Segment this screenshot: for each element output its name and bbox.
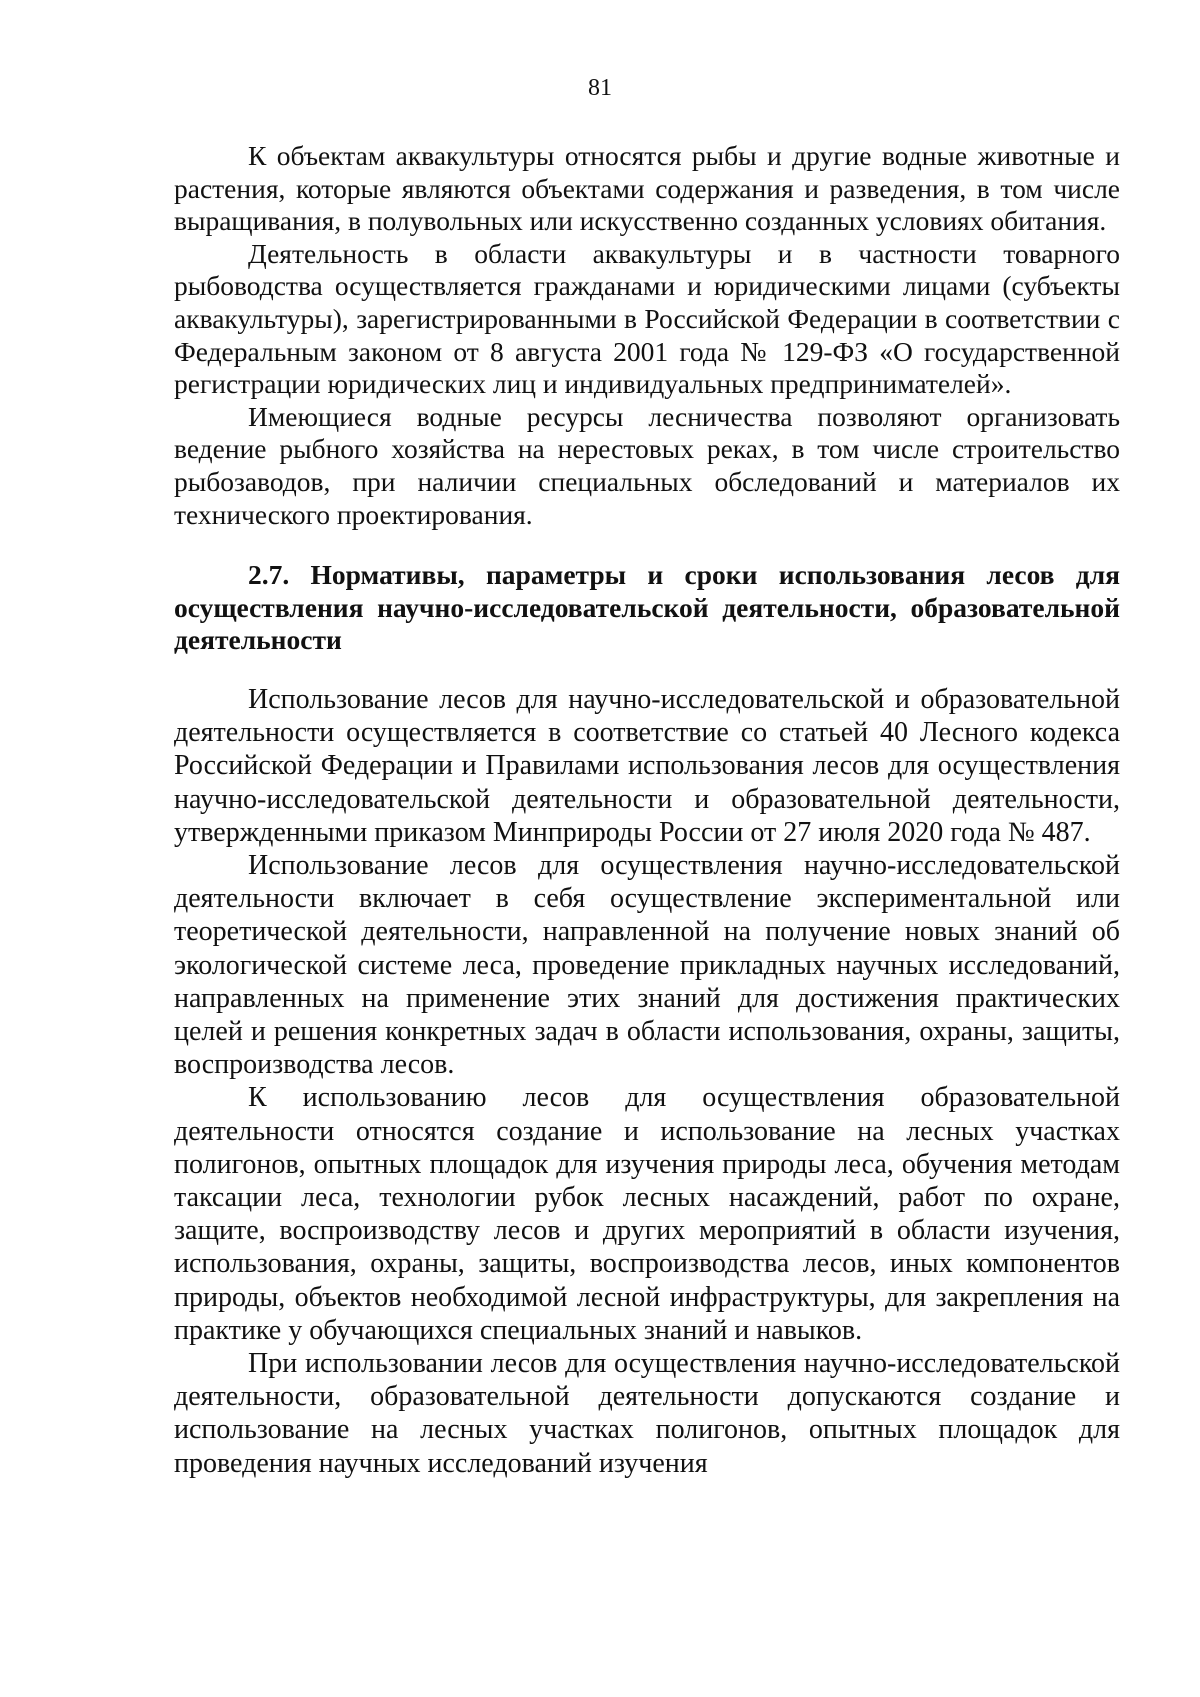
page-number: 81 (588, 75, 612, 101)
paragraph-permitted-uses: При использовании лесов для осуществления научно-исследовательской деятельности, образовательной деятельности допускаются создание и использование на лесных участках полигонов, опытных площадок для проведения научных исследований изучения (174, 1347, 1120, 1479)
paragraph-educational-activity: К использованию лесов для осуществления образовательной деятельности относятся создание и использование на лесных участках полигонов, опытных площадок для изучения природы леса, обучения методам таксации леса, технологии рубок лесных насаждений, работ по охране, защите, воспроизводству лесов и других мероприятий в области изучения, использования, охраны, защиты, воспроизводства лесов, иных компонентов природы, объектов необходимой лесной инфраструктуры, для закрепления на практике у обучающихся специальных знаний и навыков. (174, 1082, 1120, 1346)
paragraph-aquaculture-activity: Деятельность в области аквакультуры и в частности товарного рыбоводства осуществляется гражданами и юридическими лицами (субъекты аквакультуры), зарегистрированными в Российской Федерации в соответствии с Федеральным законом от 8 августа 2001 года № 129-ФЗ «О государственной регистрации юридических лиц и индивидуальных предпринимателей». (174, 237, 1120, 400)
section-body (174, 683, 1120, 1480)
section-heading: 2.7. Нормативы, параметры и сроки использования лесов для осуществления научно-исследовательской деятельности, образовательной деятельности (174, 559, 1120, 656)
paragraph-aquaculture-objects: К объектам аквакультуры относятся рыбы и другие водные животные и растения, которые являются объектами содержания и разведения, в том числе выращивания, в полувольных или искусственно созданных условиях обитания. (174, 140, 1120, 237)
paragraph-forest-use-basis: Использование лесов для научно-исследовательской и образовательной деятельности осуществляется в соответствие со статьей 40 Лесного кодекса Российской Федерации и Правилами использования лесов для осуществления научно-исследовательской деятельности и образовательной деятельности, утвержденными приказом Минприроды России от 27 июля 2020 года № 487. (174, 683, 1120, 848)
paragraph-water-resources: Имеющиеся водные ресурсы лесничества позволяют организовать ведение рыбного хозяйства на нерестовых реках, в том числе строительство рыбозаводов, при наличии специальных обследований и материалов их технического проектирования. (174, 400, 1120, 530)
page-content (174, 140, 1120, 1480)
paragraph-research-activity: Использование лесов для осуществления научно-исследовательской деятельности включает в себя осуществление экспериментальной или теоретической деятельности, направленной на получение новых знаний об экологической системе леса, проведение прикладных научных исследований, направленных на применение этих знаний для достижения практических целей и решения конкретных задач в области использования, охраны, защиты, воспроизводства лесов. (174, 849, 1120, 1081)
